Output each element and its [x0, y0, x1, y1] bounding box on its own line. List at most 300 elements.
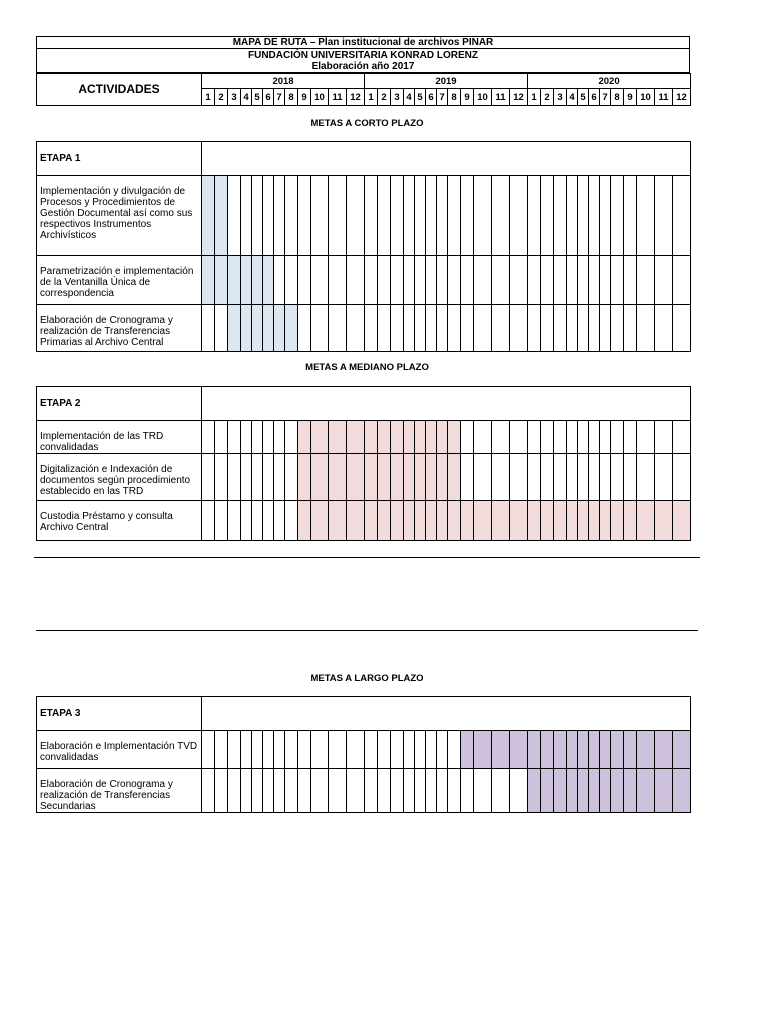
month-slot: [673, 454, 691, 501]
month-cell: 4: [404, 89, 415, 106]
month-slot: [311, 769, 329, 813]
month-slot: [274, 176, 285, 256]
year-2018: 2018: [202, 74, 365, 89]
month-slot: [298, 176, 311, 256]
month-slot: [274, 256, 285, 305]
stage-table: [36, 141, 691, 352]
month-slot: [492, 421, 510, 454]
month-cell: 1: [365, 89, 378, 106]
month-slot: [298, 731, 311, 769]
month-slot: [448, 731, 461, 769]
month-slot: [437, 769, 448, 813]
month-slot: [492, 305, 510, 352]
month-slot: [252, 176, 263, 256]
section-title: METAS A CORTO PLAZO: [310, 118, 424, 129]
month-slot: [673, 256, 691, 305]
scheduled-month-cell: [541, 501, 554, 541]
month-slot: [298, 256, 311, 305]
calendar-header: [36, 73, 691, 106]
month-slot: [215, 305, 228, 352]
month-slot: [637, 305, 655, 352]
scheduled-month-cell: [298, 421, 311, 454]
month-slot: [510, 305, 528, 352]
scheduled-month-cell: [404, 421, 415, 454]
scheduled-month-cell: [637, 731, 655, 769]
month-slot: [391, 256, 404, 305]
document-title: MAPA DE RUTA – Plan institucional de archivos PINAR: [37, 37, 690, 49]
stage-label: ETAPA 2: [37, 387, 202, 421]
month-slot: [426, 176, 437, 256]
month-slot: [263, 731, 274, 769]
month-slot: [567, 256, 578, 305]
scheduled-month-cell: [492, 501, 510, 541]
month-slot: [404, 256, 415, 305]
month-slot: [437, 731, 448, 769]
institution-block: [37, 49, 690, 73]
month-slot: [285, 421, 298, 454]
month-cell: 2: [215, 89, 228, 106]
scheduled-month-cell: [215, 176, 228, 256]
month-slot: [252, 421, 263, 454]
activity-label: Digitalización e Indexación de documentos según procedimiento establecido en las TRD: [37, 454, 202, 501]
scheduled-month-cell: [228, 256, 241, 305]
month-cell: 1: [202, 89, 215, 106]
section-title: METAS A MEDIANO PLAZO: [305, 362, 429, 373]
activities-header: ACTIVIDADES: [37, 74, 202, 106]
month-slot: [329, 769, 347, 813]
activity-row: [37, 305, 691, 352]
month-slot: [655, 256, 673, 305]
month-slot: [600, 421, 611, 454]
month-slot: [567, 305, 578, 352]
scheduled-month-cell: [448, 501, 461, 541]
month-slot: [655, 176, 673, 256]
month-slot: [228, 769, 241, 813]
month-slot: [365, 769, 378, 813]
month-slot: [347, 176, 365, 256]
month-slot: [202, 454, 215, 501]
month-slot: [263, 769, 274, 813]
month-slot: [426, 305, 437, 352]
scheduled-month-cell: [655, 769, 673, 813]
month-slot: [528, 421, 541, 454]
month-slot: [241, 176, 252, 256]
activity-row: [37, 176, 691, 256]
month-slot: [228, 454, 241, 501]
month-slot: [298, 305, 311, 352]
month-slot: [637, 256, 655, 305]
month-cell: 12: [510, 89, 528, 106]
month-slot: [461, 305, 474, 352]
month-slot: [624, 421, 637, 454]
month-slot: [673, 176, 691, 256]
month-slot: [578, 454, 589, 501]
month-slot: [541, 421, 554, 454]
month-slot: [510, 421, 528, 454]
month-slot: [241, 421, 252, 454]
activity-label: Elaboración de Cronograma y realización de Transferencias Primarias al Archivo Central: [37, 305, 202, 352]
month-slot: [578, 305, 589, 352]
month-slot: [528, 454, 541, 501]
scheduled-month-cell: [492, 731, 510, 769]
scheduled-month-cell: [285, 305, 298, 352]
month-slot: [202, 769, 215, 813]
month-slot: [228, 176, 241, 256]
month-slot: [600, 454, 611, 501]
month-slot: [510, 256, 528, 305]
month-slot: [554, 421, 567, 454]
month-slot: [541, 305, 554, 352]
month-slot: [624, 256, 637, 305]
month-slot: [391, 305, 404, 352]
elaboration-year: Elaboración año 2017: [311, 60, 415, 72]
month-slot: [474, 421, 492, 454]
scheduled-month-cell: [241, 256, 252, 305]
month-slot: [589, 256, 600, 305]
month-slot: [637, 176, 655, 256]
month-slot: [202, 305, 215, 352]
scheduled-month-cell: [378, 501, 391, 541]
month-cell: 4: [241, 89, 252, 106]
month-slot: [415, 731, 426, 769]
month-slot: [252, 731, 263, 769]
month-slot: [285, 769, 298, 813]
scheduled-month-cell: [415, 421, 426, 454]
activity-label: Parametrización e implementación de la Ventanilla Única de correspondencia: [37, 256, 202, 305]
month-slot: [437, 256, 448, 305]
month-cell: 5: [252, 89, 263, 106]
month-slot: [600, 305, 611, 352]
scheduled-month-cell: [611, 731, 624, 769]
scheduled-month-cell: [567, 731, 578, 769]
stage-table: [36, 386, 691, 541]
scheduled-month-cell: [252, 305, 263, 352]
month-slot: [437, 305, 448, 352]
scheduled-month-cell: [241, 305, 252, 352]
month-cell: 5: [578, 89, 589, 106]
scheduled-month-cell: [426, 454, 437, 501]
month-slot: [329, 176, 347, 256]
month-slot: [510, 176, 528, 256]
month-slot: [252, 454, 263, 501]
scheduled-month-cell: [510, 731, 528, 769]
scheduled-month-cell: [378, 421, 391, 454]
month-slot: [624, 454, 637, 501]
month-slot: [311, 256, 329, 305]
month-cell: 6: [589, 89, 600, 106]
month-slot: [378, 176, 391, 256]
month-slot: [528, 305, 541, 352]
month-slot: [567, 421, 578, 454]
month-cell: 3: [554, 89, 567, 106]
month-slot: [298, 769, 311, 813]
scheduled-month-cell: [554, 769, 567, 813]
month-slot: [448, 305, 461, 352]
scheduled-month-cell: [263, 256, 274, 305]
scheduled-month-cell: [347, 501, 365, 541]
month-slot: [510, 454, 528, 501]
month-slot: [285, 501, 298, 541]
month-slot: [492, 454, 510, 501]
scheduled-month-cell: [541, 731, 554, 769]
month-slot: [274, 769, 285, 813]
scheduled-month-cell: [202, 256, 215, 305]
month-slot: [567, 176, 578, 256]
scheduled-month-cell: [578, 731, 589, 769]
month-slot: [611, 454, 624, 501]
activity-label: Implementación y divulgación de Procesos y Procedimientos de Gestión Documental así como sus respectivos Instrumentos Archivísticos: [37, 176, 202, 256]
scheduled-month-cell: [437, 421, 448, 454]
month-slot: [404, 769, 415, 813]
scheduled-month-cell: [567, 769, 578, 813]
scheduled-month-cell: [554, 501, 567, 541]
month-slot: [492, 769, 510, 813]
scheduled-month-cell: [365, 454, 378, 501]
scheduled-month-cell: [637, 769, 655, 813]
scheduled-month-cell: [448, 454, 461, 501]
scheduled-month-cell: [415, 501, 426, 541]
month-slot: [624, 176, 637, 256]
scheduled-month-cell: [474, 501, 492, 541]
month-slot: [378, 305, 391, 352]
month-slot: [611, 305, 624, 352]
month-slot: [578, 176, 589, 256]
scheduled-month-cell: [311, 501, 329, 541]
month-slot: [252, 501, 263, 541]
month-slot: [492, 256, 510, 305]
month-cell: 10: [474, 89, 492, 106]
month-cell: 2: [541, 89, 554, 106]
month-cell: 3: [391, 89, 404, 106]
month-slot: [215, 501, 228, 541]
month-slot: [228, 731, 241, 769]
scheduled-month-cell: [624, 501, 637, 541]
scheduled-month-cell: [426, 421, 437, 454]
month-slot: [404, 176, 415, 256]
month-slot: [311, 176, 329, 256]
month-slot: [202, 421, 215, 454]
month-cell: 10: [311, 89, 329, 106]
month-slot: [347, 305, 365, 352]
month-slot: [624, 305, 637, 352]
month-slot: [347, 256, 365, 305]
activity-label: Elaboración de Cronograma y realización de Transferencias Secundarias: [37, 769, 202, 813]
month-slot: [347, 731, 365, 769]
month-cell: 8: [285, 89, 298, 106]
scheduled-month-cell: [365, 501, 378, 541]
scheduled-month-cell: [415, 454, 426, 501]
scheduled-month-cell: [637, 501, 655, 541]
month-slot: [655, 454, 673, 501]
month-slot: [578, 421, 589, 454]
month-cell: 12: [673, 89, 691, 106]
stage-table: [36, 696, 691, 813]
month-slot: [554, 256, 567, 305]
scheduled-month-cell: [215, 256, 228, 305]
scheduled-month-cell: [589, 731, 600, 769]
stage-span: [202, 142, 691, 176]
scheduled-month-cell: [600, 769, 611, 813]
month-slot: [391, 176, 404, 256]
month-cell: 6: [263, 89, 274, 106]
month-slot: [600, 176, 611, 256]
month-slot: [567, 454, 578, 501]
stage-span: [202, 387, 691, 421]
separator-line: [34, 557, 700, 558]
activity-row: [37, 256, 691, 305]
scheduled-month-cell: [611, 769, 624, 813]
month-slot: [554, 176, 567, 256]
scheduled-month-cell: [655, 731, 673, 769]
month-slot: [263, 176, 274, 256]
month-slot: [241, 769, 252, 813]
month-cell: 12: [347, 89, 365, 106]
activity-row: [37, 454, 691, 501]
month-cell: 6: [426, 89, 437, 106]
month-slot: [589, 454, 600, 501]
month-slot: [461, 454, 474, 501]
month-slot: [263, 501, 274, 541]
scheduled-month-cell: [263, 305, 274, 352]
scheduled-month-cell: [311, 454, 329, 501]
scheduled-month-cell: [404, 454, 415, 501]
month-cell: 1: [528, 89, 541, 106]
scheduled-month-cell: [391, 421, 404, 454]
month-slot: [554, 305, 567, 352]
scheduled-month-cell: [329, 454, 347, 501]
month-slot: [228, 421, 241, 454]
scheduled-month-cell: [461, 731, 474, 769]
month-slot: [474, 176, 492, 256]
month-cell: 7: [274, 89, 285, 106]
scheduled-month-cell: [252, 256, 263, 305]
month-slot: [474, 305, 492, 352]
scheduled-month-cell: [474, 731, 492, 769]
month-slot: [426, 256, 437, 305]
month-cell: 8: [448, 89, 461, 106]
scheduled-month-cell: [567, 501, 578, 541]
scheduled-month-cell: [202, 176, 215, 256]
scheduled-month-cell: [391, 501, 404, 541]
scheduled-month-cell: [655, 501, 673, 541]
month-slot: [637, 421, 655, 454]
month-slot: [448, 256, 461, 305]
month-cell: 9: [624, 89, 637, 106]
month-slot: [274, 501, 285, 541]
month-slot: [215, 769, 228, 813]
month-slot: [274, 731, 285, 769]
month-slot: [329, 256, 347, 305]
month-slot: [415, 305, 426, 352]
month-slot: [611, 176, 624, 256]
scheduled-month-cell: [426, 501, 437, 541]
month-slot: [391, 769, 404, 813]
scheduled-month-cell: [391, 454, 404, 501]
section-title: METAS A LARGO PLAZO: [310, 673, 424, 684]
header-table: [36, 36, 690, 73]
scheduled-month-cell: [528, 501, 541, 541]
month-slot: [600, 256, 611, 305]
scheduled-month-cell: [228, 305, 241, 352]
scheduled-month-cell: [600, 731, 611, 769]
scheduled-month-cell: [578, 501, 589, 541]
scheduled-month-cell: [404, 501, 415, 541]
month-slot: [215, 454, 228, 501]
month-cell: 8: [611, 89, 624, 106]
scheduled-month-cell: [624, 731, 637, 769]
month-slot: [554, 454, 567, 501]
scheduled-month-cell: [600, 501, 611, 541]
month-cell: 3: [228, 89, 241, 106]
month-slot: [589, 176, 600, 256]
month-slot: [461, 256, 474, 305]
activity-label: Implementación de las TRD convalidadas: [37, 421, 202, 454]
month-slot: [329, 731, 347, 769]
scheduled-month-cell: [624, 769, 637, 813]
month-cell: 9: [461, 89, 474, 106]
activity-row: [37, 731, 691, 769]
scheduled-month-cell: [589, 501, 600, 541]
month-slot: [461, 421, 474, 454]
month-slot: [311, 731, 329, 769]
activity-label: Custodia Préstamo y consulta Archivo Central: [37, 501, 202, 541]
month-slot: [274, 454, 285, 501]
activity-label: Elaboración e Implementación TVD convalidadas: [37, 731, 202, 769]
month-slot: [215, 731, 228, 769]
month-slot: [448, 176, 461, 256]
month-slot: [415, 769, 426, 813]
month-slot: [311, 305, 329, 352]
activity-row: [37, 501, 691, 541]
month-slot: [365, 256, 378, 305]
month-slot: [378, 731, 391, 769]
month-slot: [365, 731, 378, 769]
month-slot: [448, 769, 461, 813]
month-slot: [285, 176, 298, 256]
scheduled-month-cell: [347, 454, 365, 501]
month-slot: [228, 501, 241, 541]
scheduled-month-cell: [510, 501, 528, 541]
month-cell: 5: [415, 89, 426, 106]
scheduled-month-cell: [437, 454, 448, 501]
month-slot: [510, 769, 528, 813]
month-slot: [241, 501, 252, 541]
month-slot: [404, 731, 415, 769]
month-slot: [285, 454, 298, 501]
month-cell: 11: [655, 89, 673, 106]
year-2020: 2020: [528, 74, 691, 89]
month-slot: [437, 176, 448, 256]
month-slot: [285, 256, 298, 305]
month-cell: 11: [492, 89, 510, 106]
stage-span: [202, 697, 691, 731]
separator-line: [36, 630, 698, 631]
month-slot: [241, 454, 252, 501]
scheduled-month-cell: [673, 501, 691, 541]
month-slot: [474, 769, 492, 813]
month-cell: 11: [329, 89, 347, 106]
month-cell: 2: [378, 89, 391, 106]
month-slot: [329, 305, 347, 352]
month-slot: [252, 769, 263, 813]
month-cell: 7: [437, 89, 448, 106]
scheduled-month-cell: [461, 501, 474, 541]
month-slot: [578, 256, 589, 305]
month-slot: [365, 176, 378, 256]
scheduled-month-cell: [311, 421, 329, 454]
month-slot: [528, 256, 541, 305]
scheduled-month-cell: [578, 769, 589, 813]
